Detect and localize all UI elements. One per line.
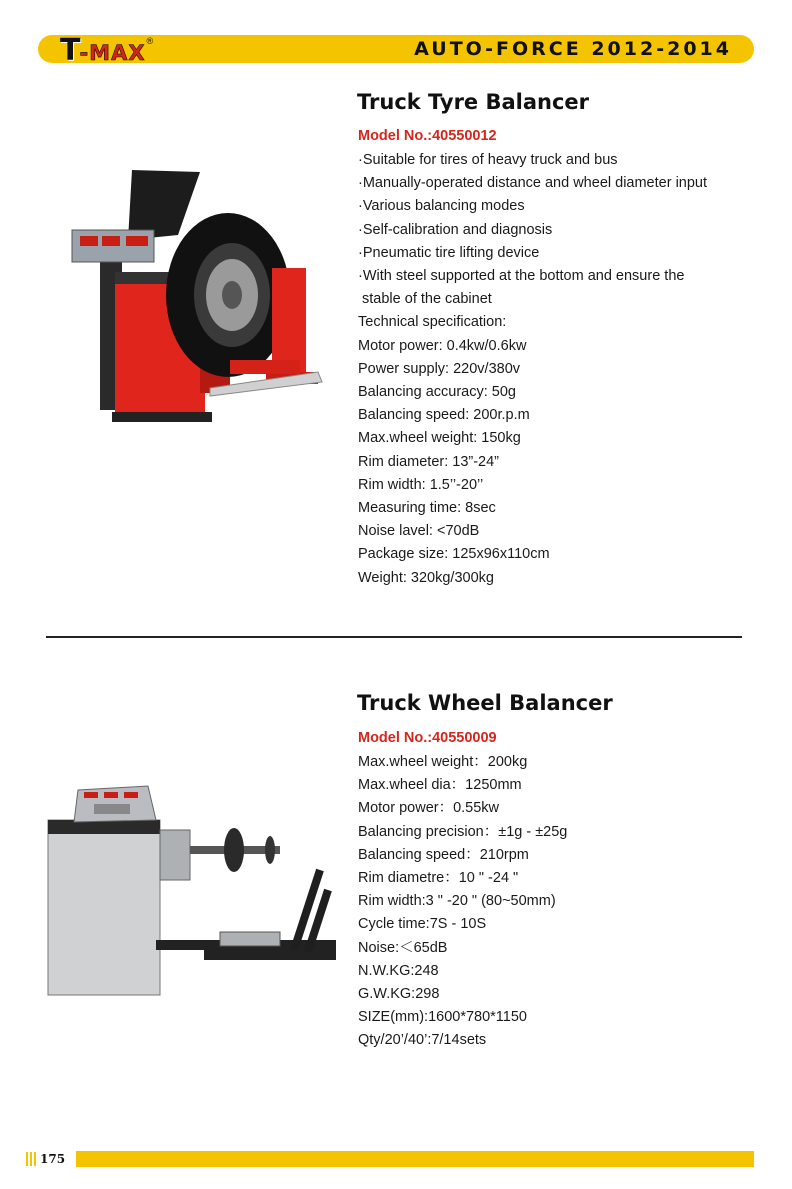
spec-item: ·Suitable for tires of heavy truck and bus xyxy=(358,152,618,168)
spec-item: G.W.KG:298 xyxy=(358,986,440,1003)
spec-item: Balancing precision：±1g - ±25g xyxy=(358,823,568,840)
spec-item: Balancing speed: 200r.p.m xyxy=(358,407,530,424)
footer-bar xyxy=(76,1151,754,1167)
spec-item: Motor power: 0.4kw/0.6kw xyxy=(358,337,527,354)
spec-item: Rim width: 1.5’’-20’’ xyxy=(358,476,484,493)
spec-item: Technical specification: xyxy=(358,314,507,331)
header-banner xyxy=(38,30,754,68)
spec-item: Weight: 320kg/300kg xyxy=(358,569,494,586)
logo-text: -MAX xyxy=(79,41,146,65)
spec-item: Rim diameter: 13”-24” xyxy=(358,453,500,470)
spec-item: Measuring time: 8sec xyxy=(358,500,496,517)
spec-item: SIZE(mm):1600*780*1150 xyxy=(358,1009,527,1026)
spec-item: Rim diametre：10 " -24 " xyxy=(358,870,519,887)
spec-item: ·Manually-operated distance and wheel diameter input xyxy=(358,175,708,192)
logo-registered: ® xyxy=(146,36,154,46)
spec-item: Rim width:3 " -20 " (80~50mm) xyxy=(358,893,556,910)
spec-list xyxy=(358,751,567,1053)
spec-item: Noise:＜65dB xyxy=(358,939,448,956)
spec-item: Qty/20’/40’:7/14sets xyxy=(358,1032,487,1049)
footer-tab xyxy=(26,1149,76,1169)
spec-item: Noise lavel: <70dB xyxy=(358,523,480,540)
spec-item: Cycle time:7S - 10S xyxy=(358,916,487,933)
spec-item: Max.wheel dia：1250mm xyxy=(358,777,522,794)
model-number: Model No.:40550009 xyxy=(358,730,497,746)
spec-item: N.W.KG:248 xyxy=(358,962,439,979)
spec-item: ·Self-calibration and diagnosis xyxy=(358,221,553,238)
model-number: Model No.:40550012 xyxy=(358,128,497,144)
page-number: 175 xyxy=(40,1152,66,1166)
footer-marks xyxy=(26,1152,36,1166)
truck-wheel-balancer-image xyxy=(44,780,344,1005)
product-title: Truck Tyre Balancer xyxy=(357,90,590,114)
logo-mark: T xyxy=(60,33,80,68)
header-title: AUTO-FORCE 2012-2014 xyxy=(414,38,732,60)
truck-tyre-balancer-image xyxy=(60,160,330,425)
spec-item: Power supply: 220v/380v xyxy=(358,360,521,377)
section-divider xyxy=(46,636,742,638)
spec-item: Balancing speed：210rpm xyxy=(358,846,529,863)
page-footer xyxy=(26,1149,754,1169)
spec-item: stable of the cabinet xyxy=(358,291,492,308)
spec-list xyxy=(358,149,707,590)
spec-item: Motor power：0.55kw xyxy=(358,800,500,817)
spec-item: ·With steel supported at the bottom and ensure the xyxy=(358,268,685,285)
spec-item: ·Pneumatic tire lifting device xyxy=(358,244,540,261)
spec-item: Max.wheel weight：200kg xyxy=(358,754,528,770)
spec-item: Max.wheel weight: 150kg xyxy=(358,430,521,447)
brand-logo xyxy=(60,30,153,68)
spec-item: ·Various balancing modes xyxy=(358,198,525,215)
spec-item: Balancing accuracy: 50g xyxy=(358,384,516,401)
product-title: Truck Wheel Balancer xyxy=(357,691,613,715)
spec-item: Package size: 125x96x110cm xyxy=(358,546,550,563)
